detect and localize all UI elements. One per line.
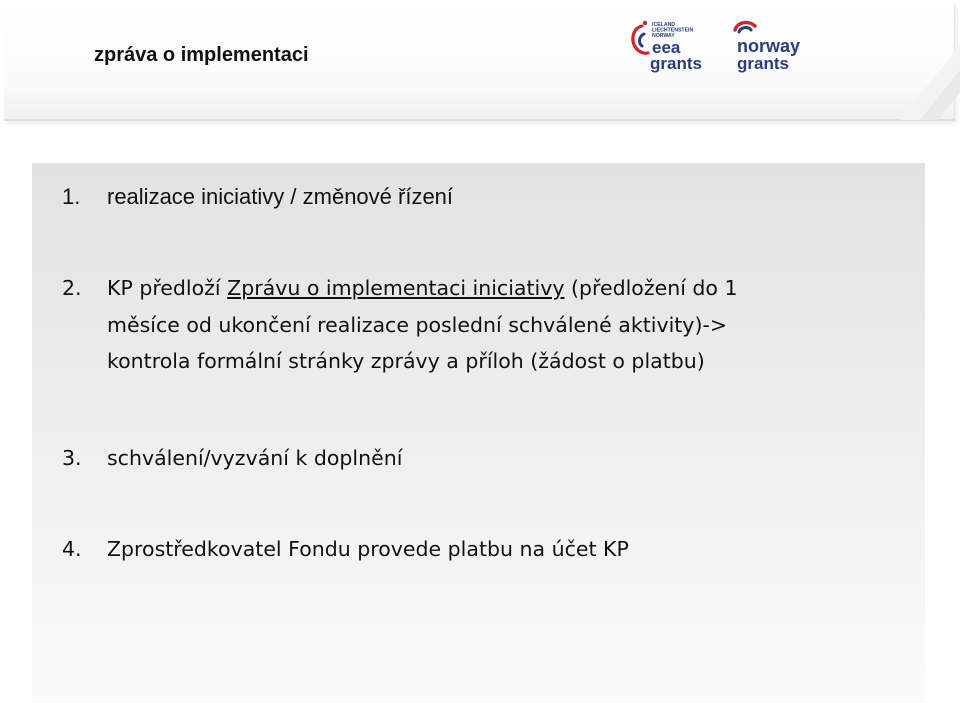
corner-stripe-decoration — [820, 0, 960, 120]
list-item-text — [107, 270, 905, 380]
list-item-number: 4. — [62, 537, 82, 561]
eea-word: eea — [652, 38, 681, 57]
list-item — [62, 440, 905, 476]
list-item-text-line1-rest: (předložení do 1 — [564, 276, 738, 300]
list-item-number: 3. — [62, 446, 82, 470]
list-item — [62, 179, 905, 215]
list-item-text-line3: kontrola formální stránky zprávy a příloh (žádost o platbu) — [107, 349, 705, 373]
eea-grants-word: grants — [650, 54, 702, 73]
list-item-text-line2: měsíce od ukončení realizace poslední schválené aktivity)-> — [107, 312, 728, 337]
list-item — [62, 270, 905, 380]
list-item — [62, 531, 905, 567]
page-title: zpráva o implementaci — [94, 44, 309, 66]
norway-word: norway — [737, 36, 801, 56]
eea-country-line-1: ICELAND — [652, 22, 676, 28]
list-item-number: 2. — [62, 276, 82, 300]
implementation-report-link[interactable]: Zprávu o implementaci iniciativy — [227, 276, 565, 300]
content-panel — [32, 163, 925, 703]
list-item-text: Zprostředkovatel Fondu provede platbu na účet KP — [107, 537, 629, 561]
list-item-text-prefix: KP předloží — [107, 276, 228, 300]
eea-grants-logo — [628, 18, 718, 78]
eea-country-line-3: NORWAY — [652, 33, 675, 39]
list-item-text: realizace iniciativy / změnové řízení — [107, 184, 454, 209]
norway-grants-logo — [731, 18, 821, 78]
eea-country-line-2: LIECHTENSTEIN — [652, 27, 694, 34]
list-item-number: 1. — [62, 184, 81, 209]
norway-swirl-icon — [735, 23, 755, 32]
norway-grants-word: grants — [737, 54, 789, 73]
list-item-text: schválení/vyzvání k doplnění — [107, 446, 403, 470]
eea-swirl-icon — [633, 21, 648, 53]
